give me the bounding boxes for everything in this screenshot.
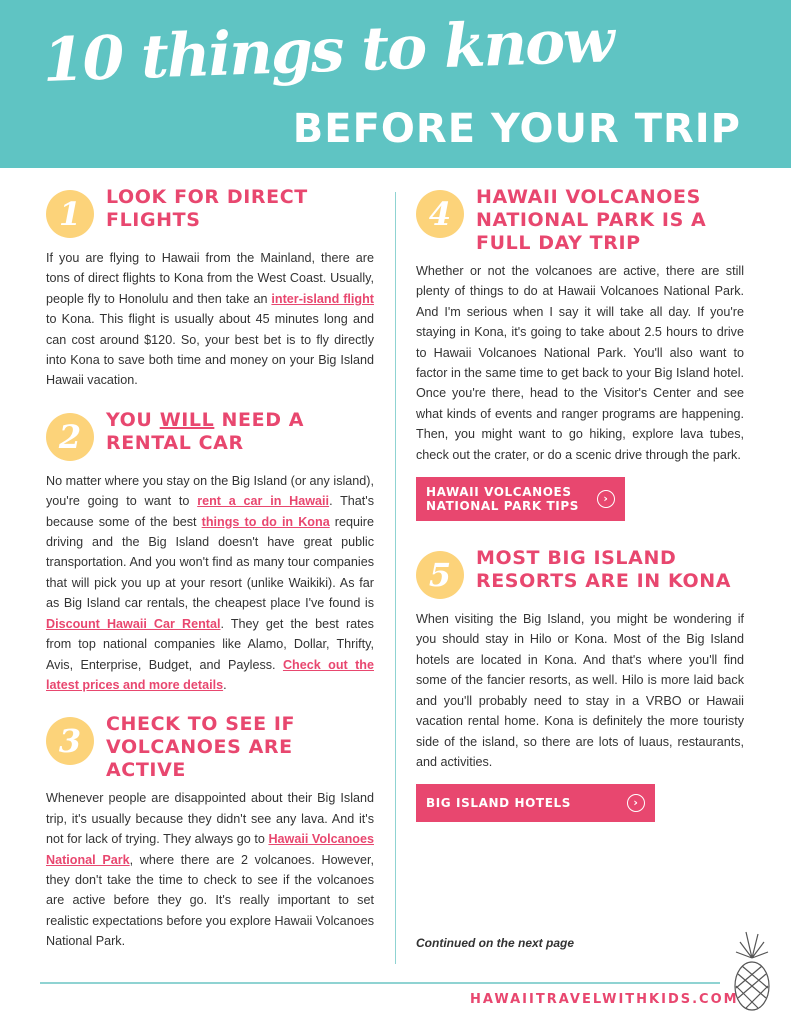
- section-title: HAWAII VOLCANOES NATIONAL PARK IS A FULL DAY TRIP: [476, 186, 707, 254]
- section-title: MOST BIG ISLAND RESORTS ARE IN KONA: [476, 547, 732, 593]
- title-part: NEED A RENTAL CAR: [106, 408, 305, 454]
- chevron-right-circle-icon: ›: [627, 794, 645, 812]
- button-label: BIG ISLAND HOTELS: [426, 796, 571, 811]
- section-3: [46, 713, 374, 951]
- section-body: [46, 248, 374, 391]
- section-4: [416, 186, 744, 521]
- left-column: [46, 186, 374, 970]
- things-to-do-link[interactable]: things to do in Kona: [201, 514, 330, 529]
- column-divider: [395, 192, 396, 964]
- header-banner: [0, 0, 791, 168]
- rent-a-car-link[interactable]: rent a car in Hawaii: [197, 494, 330, 509]
- chevron-right-circle-icon: ›: [597, 490, 615, 508]
- number-badge: 5: [416, 551, 464, 599]
- continued-note: Continued on the next page: [416, 936, 574, 950]
- section-body: [46, 471, 374, 695]
- section-body: When visiting the Big Island, you might be wondering if you should stay in Hilo or Kona. Most of the Big Island hotels are located in Kona. And that's where you'll find some of the fancier resorts, as well. Hilo is more laid back and you'll probably need to stay in a VRBO or Hawaii vacation rental home. Kona is definitely the more touristy side of the island, so there are lots of luaus, restaurants, and activities.: [416, 612, 744, 769]
- inter-island-flight-link[interactable]: inter-island flight: [271, 291, 375, 306]
- body-text: .: [223, 677, 227, 692]
- volcanoes-tips-button[interactable]: [416, 477, 625, 521]
- big-island-hotels-button[interactable]: [416, 784, 655, 822]
- section-body: [46, 788, 374, 951]
- footer-divider: [40, 982, 720, 984]
- title-emphasis: WILL: [159, 408, 215, 431]
- volcanoes-park-link[interactable]: Hawaii Volcanoes National Park: [46, 832, 374, 867]
- section-5: [416, 547, 744, 822]
- section-title: LOOK FOR DIRECT FLIGHTS: [106, 186, 308, 231]
- right-column: [416, 186, 744, 840]
- number-badge: 1: [46, 190, 94, 238]
- body-text: No matter where you stay on the Big Island (or any island), you're going to want to: [46, 473, 374, 509]
- button-label: [426, 485, 579, 513]
- number-badge: 2: [46, 413, 94, 461]
- number-badge: 4: [416, 190, 464, 238]
- body-text: If you are flying to Hawaii from the Mainland, there are tons of direct flights to Kona from the West Coast. Usually, people fly to Honolulu and then take an: [46, 251, 374, 306]
- title-script: 10 things to know: [41, 6, 614, 96]
- section-body: Whether or not the volcanoes are active, there are still plenty of things to do at Hawaii Volcanoes National Park. And I'm serious when I say it will take all day. If you're staying in Kona, it's going to take about 2.5 hours to drive to Hawaii Volcanoes National Park. You'll also want to factor in the same time to get back to your Big Island hotel. Once you're there, head to the Visitor's Center and see what kinds of events and ranger programs are happening. Then, you might want to go hiking, explore lava tubes, check out the crater, or do a scenic drive through the park.: [416, 264, 744, 462]
- body-text: Whenever people are disappointed about their Big Island trip, it's usually because they didn't see any lava. And it's not for lack of trying. They always go to: [46, 791, 374, 847]
- number-badge: 3: [46, 717, 94, 765]
- section-1: [46, 186, 374, 391]
- button-label-line: NATIONAL PARK TIPS: [426, 499, 579, 514]
- button-label-line: HAWAII VOLCANOES: [426, 485, 572, 500]
- body-text: to Kona. This flight is usually about 45 minutes long and can cost around $120. So, your best bet is to fly directly into Kona to save both time and money on your Big Island Hawaii vacation.: [46, 312, 374, 388]
- title-part: YOU: [106, 408, 160, 431]
- body-text: , where there are 2 volcanoes. However, they don't take the time to check to see if the volcanoes are active before they go. It's really important to set realistic expectations before you explore Hawaii Volcanoes National Park.: [46, 852, 374, 949]
- title-subtitle: BEFORE YOUR TRIP: [292, 106, 741, 152]
- latest-prices-link[interactable]: Check out the latest prices and more details: [46, 657, 374, 692]
- section-2: [46, 409, 374, 695]
- body-text: require driving and the Big Island doesn't have great public transportation. And you won't find as many tour companies that will pick you up at your resort (unlike Waikiki). As far as Big Island car rentals, the cheapest place I've found is: [46, 514, 374, 611]
- footer-url[interactable]: HAWAIITRAVELWITHKIDS.COM: [470, 992, 739, 1007]
- section-title: [106, 409, 374, 455]
- body-text: . That's because some of the best: [46, 494, 375, 529]
- body-text: . They get the best rates from top national companies like Alamo, Dollar, Thrifty, Avis, Enterprise, Budget, and Payless.: [46, 616, 374, 672]
- pineapple-icon: [728, 928, 776, 1014]
- section-title: CHECK TO SEE IF VOLCANOES ARE ACTIVE: [106, 713, 296, 782]
- discount-car-rental-link[interactable]: Discount Hawaii Car Rental: [46, 616, 221, 631]
